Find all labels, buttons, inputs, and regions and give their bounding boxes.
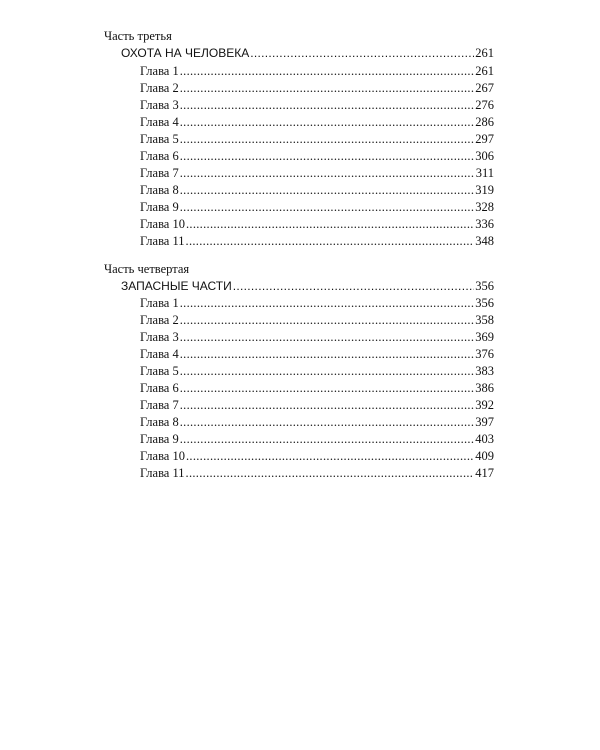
- page-number: 286: [475, 115, 494, 129]
- page-number: 356: [475, 296, 494, 310]
- dot-leader: [180, 200, 475, 215]
- toc-chapter-line: [140, 449, 494, 465]
- toc-chapter-line: [140, 330, 494, 346]
- toc-chapter-line: [140, 234, 494, 250]
- toc-chapter-line: [140, 381, 494, 397]
- dot-leader: [180, 64, 475, 79]
- page-number: 311: [475, 166, 494, 180]
- toc-chapter-line: [140, 166, 494, 182]
- dot-leader: [180, 149, 475, 164]
- chapter-label: Глава 2: [140, 313, 179, 327]
- chapter-label: Глава 3: [140, 98, 179, 112]
- chapter-label: Глава 3: [140, 330, 179, 344]
- chapter-label: Глава 7: [140, 398, 179, 412]
- toc-chapter-line: [140, 432, 494, 448]
- dot-leader: [180, 81, 475, 96]
- toc-chapter-line: [140, 364, 494, 380]
- page-number: 261: [475, 46, 494, 60]
- part-label: Часть четвертая: [104, 262, 190, 276]
- dot-leader: [180, 313, 475, 328]
- page-number: 369: [475, 330, 494, 344]
- dot-leader: [180, 115, 475, 130]
- chapter-label: Глава 10: [140, 217, 185, 231]
- toc-chapter-line: [140, 347, 494, 363]
- toc-chapter-line: [140, 115, 494, 131]
- chapter-label: Глава 4: [140, 347, 179, 361]
- dot-leader: [180, 432, 475, 447]
- dot-leader: [250, 46, 474, 61]
- dot-leader: [180, 381, 475, 396]
- chapter-label: Глава 4: [140, 115, 179, 129]
- page-number: 376: [475, 347, 494, 361]
- dot-leader: [180, 296, 475, 311]
- dot-leader: [180, 347, 475, 362]
- toc-section-title: [121, 46, 494, 62]
- page-number: 358: [475, 313, 494, 327]
- page-number: 319: [475, 183, 494, 197]
- page-number: 356: [475, 279, 494, 293]
- dot-leader: [180, 98, 475, 113]
- chapter-label: Глава 10: [140, 449, 185, 463]
- page-number: 328: [475, 200, 494, 214]
- page-number: 267: [475, 81, 494, 95]
- page-number: 386: [475, 381, 494, 395]
- toc-section-title: [121, 279, 494, 295]
- page-number: 409: [475, 449, 494, 463]
- dot-leader: [180, 364, 475, 379]
- dot-leader: [180, 166, 475, 181]
- chapter-label: Глава 11: [140, 466, 185, 480]
- dot-leader: [186, 217, 474, 232]
- toc-chapter-line: [140, 81, 494, 97]
- page-number: 306: [475, 149, 494, 163]
- page-number: 348: [475, 234, 494, 248]
- page-number: 397: [475, 415, 494, 429]
- toc-chapter-line: [140, 217, 494, 233]
- dot-leader: [186, 449, 474, 464]
- toc-chapter-line: [140, 296, 494, 312]
- chapter-label: Глава 11: [140, 234, 185, 248]
- toc-chapter-line: [140, 313, 494, 329]
- toc-chapter-line: [140, 183, 494, 199]
- chapter-label: Глава 1: [140, 64, 179, 78]
- toc-chapter-line: [140, 132, 494, 148]
- toc-chapter-line: [140, 415, 494, 431]
- page-number: 403: [475, 432, 494, 446]
- dot-leader: [186, 466, 475, 481]
- dot-leader: [180, 415, 475, 430]
- dot-leader: [180, 183, 475, 198]
- chapter-label: Глава 8: [140, 183, 179, 197]
- chapter-label: Глава 5: [140, 132, 179, 146]
- part-label: Часть третья: [104, 29, 172, 43]
- page-number: 383: [475, 364, 494, 378]
- chapter-label: Глава 7: [140, 166, 179, 180]
- chapter-label: Глава 1: [140, 296, 179, 310]
- chapter-label: Глава 6: [140, 381, 179, 395]
- chapter-label: Глава 8: [140, 415, 179, 429]
- chapter-label: Глава 9: [140, 432, 179, 446]
- toc-chapter-line: [140, 200, 494, 216]
- page-number: 417: [475, 466, 494, 480]
- dot-leader: [180, 330, 475, 345]
- dot-leader: [186, 234, 475, 249]
- section-title-text: ОХОТА НА ЧЕЛОВЕКА: [121, 46, 250, 60]
- toc-chapter-line: [140, 149, 494, 165]
- page-number: 276: [475, 98, 494, 112]
- chapter-label: Глава 5: [140, 364, 179, 378]
- dot-leader: [233, 279, 475, 294]
- page-number: 261: [475, 64, 494, 78]
- toc-chapter-line: [140, 466, 494, 482]
- dot-leader: [180, 132, 475, 147]
- page-number: 392: [475, 398, 494, 412]
- toc-chapter-line: [140, 398, 494, 414]
- toc-chapter-line: [140, 98, 494, 114]
- chapter-label: Глава 2: [140, 81, 179, 95]
- page-number: 297: [475, 132, 494, 146]
- chapter-label: Глава 6: [140, 149, 179, 163]
- section-title-text: ЗАПАСНЫЕ ЧАСТИ: [121, 279, 232, 293]
- dot-leader: [180, 398, 475, 413]
- chapter-label: Глава 9: [140, 200, 179, 214]
- toc-chapter-line: [140, 64, 494, 80]
- page-number: 336: [475, 217, 494, 231]
